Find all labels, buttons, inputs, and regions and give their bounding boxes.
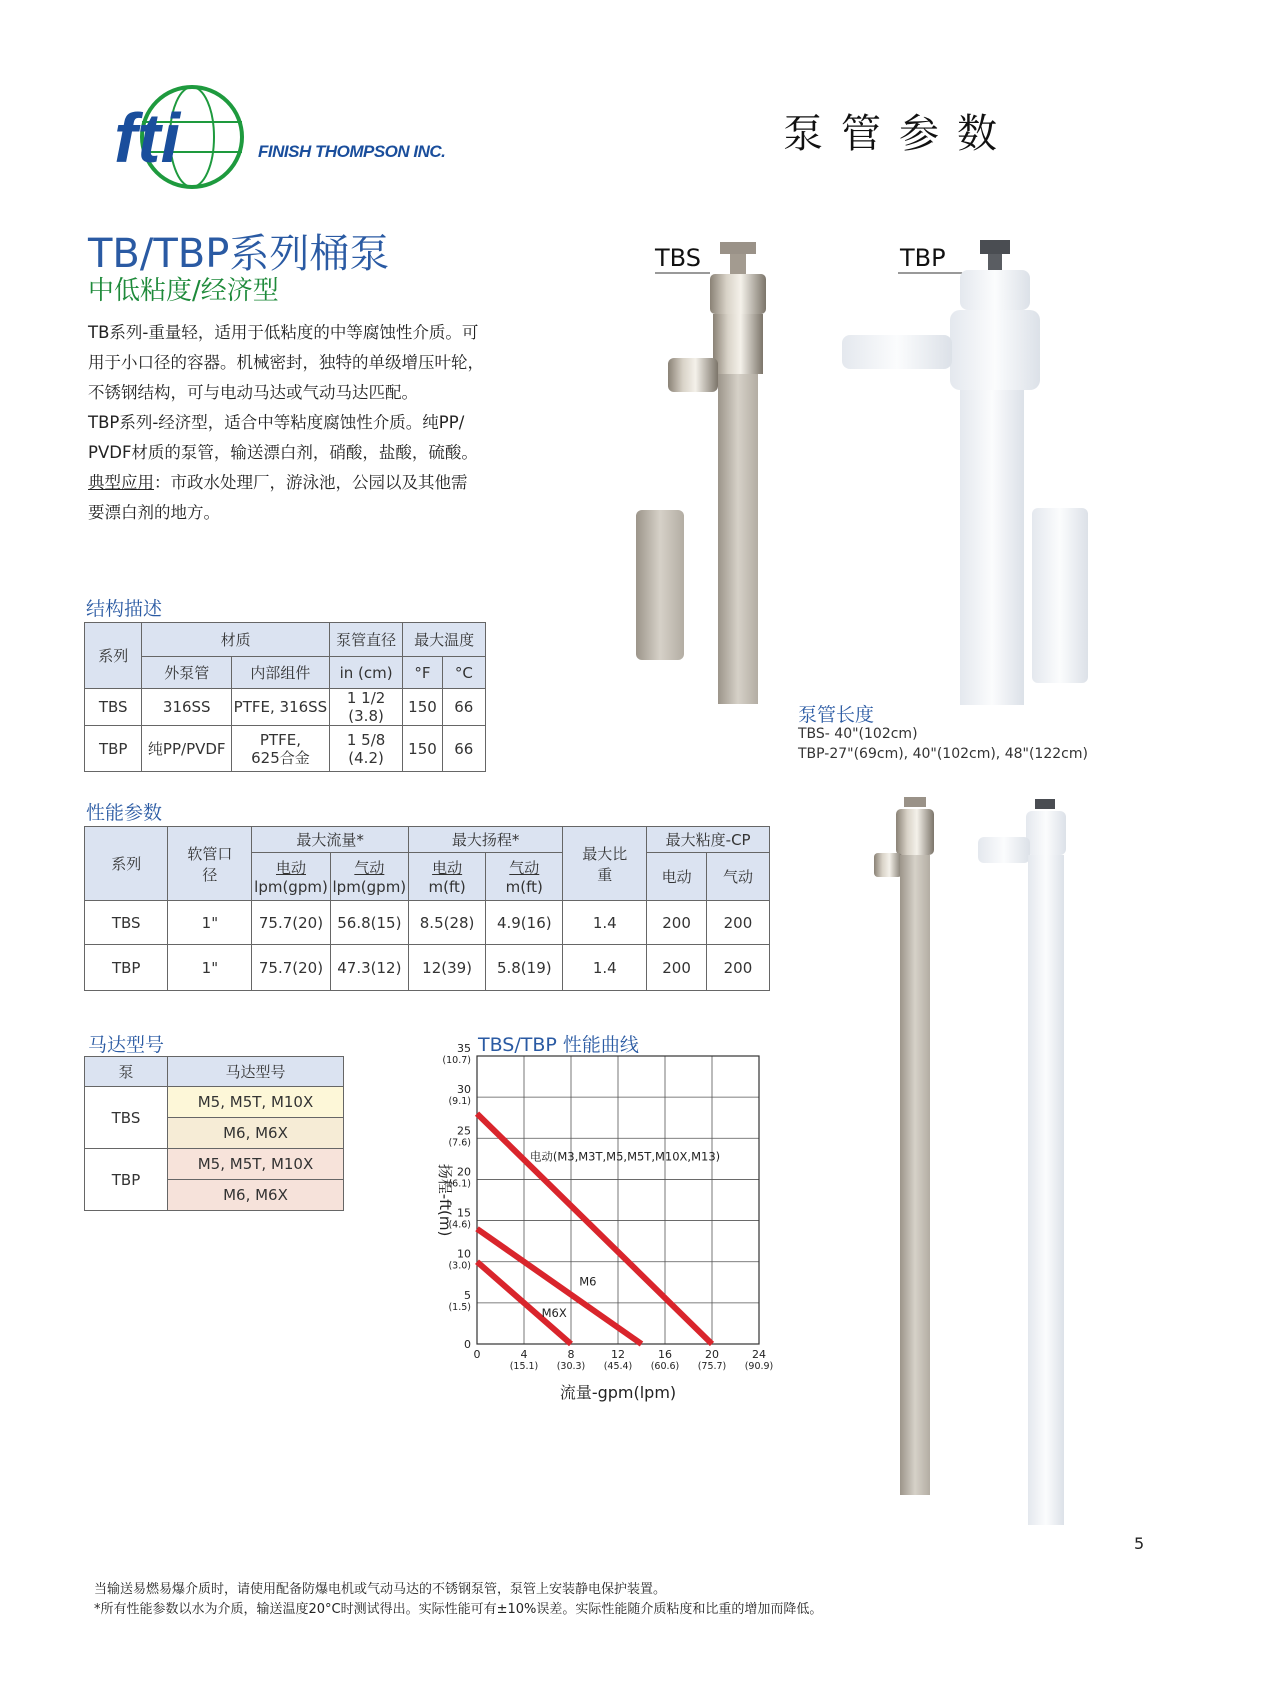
col-series: 系列 <box>85 623 142 689</box>
x-tick-label: 12 <box>611 1348 625 1361</box>
tbp-body <box>950 310 1040 390</box>
col-max-head: 最大扬程* <box>409 827 563 853</box>
logo-mark: fti <box>114 99 181 177</box>
cell-f: 150 <box>403 726 442 772</box>
col-max-sg: 最大比重 <box>563 827 647 901</box>
y-tick-sublabel: (1.5) <box>448 1301 471 1313</box>
intro-application <box>88 468 548 498</box>
footnote-performance: *所有性能参数以水为介质，输送温度20°C时测试得出。实际性能可有±10%误差。实际性能随介质粘度和比重的增加而降低。 <box>94 1602 823 1617</box>
tube-label-tbp: TBP <box>900 244 946 272</box>
y-tick-label: 5 <box>464 1288 471 1302</box>
cell-series: TBS <box>85 689 142 726</box>
tbs-long-outlet <box>874 853 902 877</box>
col-model: 马达型号 <box>168 1057 344 1087</box>
y-tick-sublabel: (9.1) <box>448 1096 471 1108</box>
tbs-long-handle <box>904 797 926 807</box>
series-label: 电动(M3,M3T,M5,M5T,M10X,M13) <box>529 1149 721 1164</box>
y-tick-label: 15 <box>457 1206 471 1220</box>
x-tick-label: 24 <box>752 1348 766 1361</box>
motor-section-title: 马达型号 <box>88 1034 165 1056</box>
cell-diameter: 1 1/2 (3.8) <box>329 689 403 726</box>
x-tick-label: 4 <box>520 1348 528 1361</box>
tube-length-tbp: TBP-27"(69cm), 40"(102cm), 48"(122cm) <box>798 746 1088 762</box>
intro-line: PVDF材质的泵管，输送漂白剂，硝酸，盐酸，硫酸。 <box>88 443 478 462</box>
intro-line: TB系列-重量轻，适用于低粘度的中等腐蚀性介质。可 <box>88 323 479 342</box>
y-tick-sublabel: (10.7) <box>442 1055 471 1066</box>
x-tick-label: 0 <box>473 1348 481 1361</box>
col-unit-c: °C <box>442 657 485 689</box>
intro-line: TBP系列-经济型，适合中等粘度腐蚀性介质。纯PP/ <box>88 413 465 432</box>
cell-head-e: 8.5(28) <box>409 901 486 945</box>
col-outer: 外泵管 <box>142 657 232 689</box>
structure-table <box>84 622 486 772</box>
cell-model: M5, M5T, M10X <box>168 1149 344 1180</box>
cell-model: M5, M5T, M10X <box>168 1087 344 1118</box>
col-head-a-label: 气动 <box>509 859 540 877</box>
x-tick-sublabel: (15.1) <box>509 1361 539 1372</box>
table-row <box>85 726 486 772</box>
tbp-long-handle <box>1035 799 1055 809</box>
cell-sg: 1.4 <box>563 945 647 991</box>
col-diameter: 泵管直径 <box>329 623 403 657</box>
y-tick-label: 35 <box>457 1042 471 1055</box>
tbp-shaft <box>988 254 1002 270</box>
x-tick-sublabel: (90.9) <box>744 1361 774 1372</box>
cell-visc-a: 200 <box>706 945 769 991</box>
tbs-tube-section <box>636 510 684 660</box>
col-material: 材质 <box>142 623 329 657</box>
y-tick-label: 0 <box>464 1338 471 1351</box>
tbp-housing <box>960 270 1030 310</box>
performance-table <box>84 826 770 991</box>
table-row <box>85 945 770 991</box>
cell-outer: 纯PP/PVDF <box>142 726 232 772</box>
x-axis-label: 流量-gpm(lpm) <box>559 1383 677 1402</box>
cell-series: TBP <box>85 945 168 991</box>
cell-flow-e: 75.7(20) <box>252 901 330 945</box>
application-text: ：市政水处理厂，游泳池，公园以及其他需 <box>154 473 468 492</box>
x-tick-sublabel: (45.4) <box>603 1361 633 1372</box>
x-tick-label: 8 <box>567 1348 575 1361</box>
cell-c: 66 <box>442 726 485 772</box>
intro-line: 要漂白剂的地方。 <box>88 503 220 522</box>
cell-flow-a: 56.8(15) <box>330 901 408 945</box>
col-max-flow: 最大流量* <box>252 827 409 853</box>
cell-hose: 1" <box>168 901 252 945</box>
page-number: 5 <box>1134 1534 1145 1553</box>
cell-inner: PTFE, 625合金 <box>232 726 330 772</box>
cell-c: 66 <box>442 689 485 726</box>
intro-line: 用于小口径的容器。机械密封，独特的单级增压叶轮， <box>88 353 484 372</box>
tbp-tube <box>960 390 1024 705</box>
series-title: TB/TBP系列桶泵 <box>88 231 390 277</box>
table-row <box>85 1087 344 1118</box>
y-tick-label: 25 <box>457 1124 471 1138</box>
cell-head-a: 5.8(19) <box>486 945 563 991</box>
y-tick-label: 20 <box>457 1165 471 1179</box>
col-hose: 软管口径 <box>168 827 252 901</box>
cell-sg: 1.4 <box>563 901 647 945</box>
x-tick-label: 16 <box>658 1348 672 1361</box>
application-label: 典型应用 <box>88 473 154 492</box>
col-flow-a <box>330 853 408 901</box>
y-tick-label: 30 <box>457 1083 471 1097</box>
cell-head-e: 12(39) <box>409 945 486 991</box>
tbs-long-head <box>896 809 934 855</box>
col-head-a <box>486 853 563 901</box>
tbp-outlet <box>842 335 952 369</box>
y-tick-sublabel: (4.6) <box>448 1219 471 1231</box>
x-tick-sublabel: (60.6) <box>650 1361 680 1372</box>
x-tick-sublabel: (30.3) <box>556 1361 586 1372</box>
tbp-long-outlet <box>978 837 1030 863</box>
tube-length-tbs: TBS- 40"(102cm) <box>798 726 918 742</box>
tbp-tube-section <box>1032 508 1088 683</box>
col-pump: 泵 <box>85 1057 168 1087</box>
col-flow-a-label: 气动 <box>354 859 385 877</box>
tbp-long-tube <box>1028 855 1064 1525</box>
table-row <box>85 901 770 945</box>
tube-length-title: 泵管长度 <box>798 704 875 726</box>
cell-diameter: 1 5/8 (4.2) <box>329 726 403 772</box>
cell-flow-a: 47.3(12) <box>330 945 408 991</box>
cell-series: TBS <box>85 901 168 945</box>
col-unit-in: in (cm) <box>329 657 403 689</box>
tube-photos <box>620 240 1120 705</box>
col-flow-e-unit: lpm(gpm) <box>254 878 328 896</box>
company-logo <box>112 82 452 192</box>
col-head-e <box>409 853 486 901</box>
col-inner: 内部组件 <box>232 657 330 689</box>
tbs-tube <box>718 374 758 704</box>
col-flow-e-label: 电动 <box>275 859 306 877</box>
cell-visc-a: 200 <box>706 901 769 945</box>
company-name: FINISH THOMPSON INC. <box>258 142 446 161</box>
col-flow-e <box>252 853 330 901</box>
table-row <box>85 689 486 726</box>
cell-pump: TBS <box>85 1087 168 1149</box>
structure-section-title: 结构描述 <box>86 598 163 620</box>
col-visc-a: 气动 <box>706 853 769 901</box>
intro-text <box>88 318 548 528</box>
y-tick-sublabel: (3.0) <box>448 1260 471 1272</box>
cell-model: M6, M6X <box>168 1180 344 1211</box>
cell-hose: 1" <box>168 945 252 991</box>
y-axis-label: 扬程-ft(m) <box>436 1163 454 1237</box>
col-head-a-unit: m(ft) <box>505 878 543 896</box>
cell-pump: TBP <box>85 1149 168 1211</box>
col-head-e-label: 电动 <box>432 859 463 877</box>
tbp-handle <box>980 240 1010 254</box>
col-head-e-unit: m(ft) <box>428 878 466 896</box>
tube-label-tbs: TBS <box>655 244 701 272</box>
page-title: 泵管参数 <box>783 111 1015 157</box>
col-flow-a-unit: lpm(gpm) <box>332 878 407 896</box>
cell-inner: PTFE, 316SS <box>232 689 330 726</box>
col-series: 系列 <box>85 827 168 901</box>
long-tube-photos <box>860 795 1080 1530</box>
footnote-safety: 当输送易燃易爆介质时，请使用配备防爆电机或气动马达的不锈钢泵管，泵管上安装静电保护装置。 <box>94 1582 667 1597</box>
series-label: M6X <box>541 1305 567 1320</box>
cell-outer: 316SS <box>142 689 232 726</box>
performance-section-title: 性能参数 <box>86 802 163 824</box>
cell-f: 150 <box>403 689 442 726</box>
cell-head-a: 4.9(16) <box>486 901 563 945</box>
tbs-handle <box>720 242 756 254</box>
cell-series: TBP <box>85 726 142 772</box>
col-visc-e: 电动 <box>647 853 707 901</box>
series-subtitle: 中低粘度/经济型 <box>88 276 279 306</box>
col-max-visc: 最大粘度-CP <box>647 827 770 853</box>
tbs-outlet <box>668 358 718 392</box>
series-label: M6 <box>579 1274 597 1289</box>
table-row <box>85 1149 344 1180</box>
chart-title: TBS/TBP 性能曲线 <box>478 1034 639 1056</box>
tbp-long-head <box>1026 811 1066 855</box>
intro-line: 不锈钢结构，可与电动马达或气动马达匹配。 <box>88 383 418 402</box>
tbs-housing <box>710 274 766 314</box>
tbs-body <box>713 314 763 374</box>
y-tick-label: 10 <box>457 1247 471 1261</box>
tbs-shaft <box>730 254 746 274</box>
tbs-long-tube <box>900 855 930 1495</box>
y-tick-sublabel: (6.1) <box>448 1178 471 1190</box>
col-max-temp: 最大温度 <box>403 623 486 657</box>
motor-table <box>84 1056 344 1211</box>
cell-visc-e: 200 <box>647 901 707 945</box>
x-tick-label: 20 <box>705 1348 719 1361</box>
x-tick-sublabel: (75.7) <box>697 1361 727 1372</box>
cell-model: M6, M6X <box>168 1118 344 1149</box>
col-unit-f: °F <box>403 657 442 689</box>
cell-flow-e: 75.7(20) <box>252 945 330 991</box>
y-tick-sublabel: (7.6) <box>448 1137 471 1149</box>
cell-visc-e: 200 <box>647 945 707 991</box>
